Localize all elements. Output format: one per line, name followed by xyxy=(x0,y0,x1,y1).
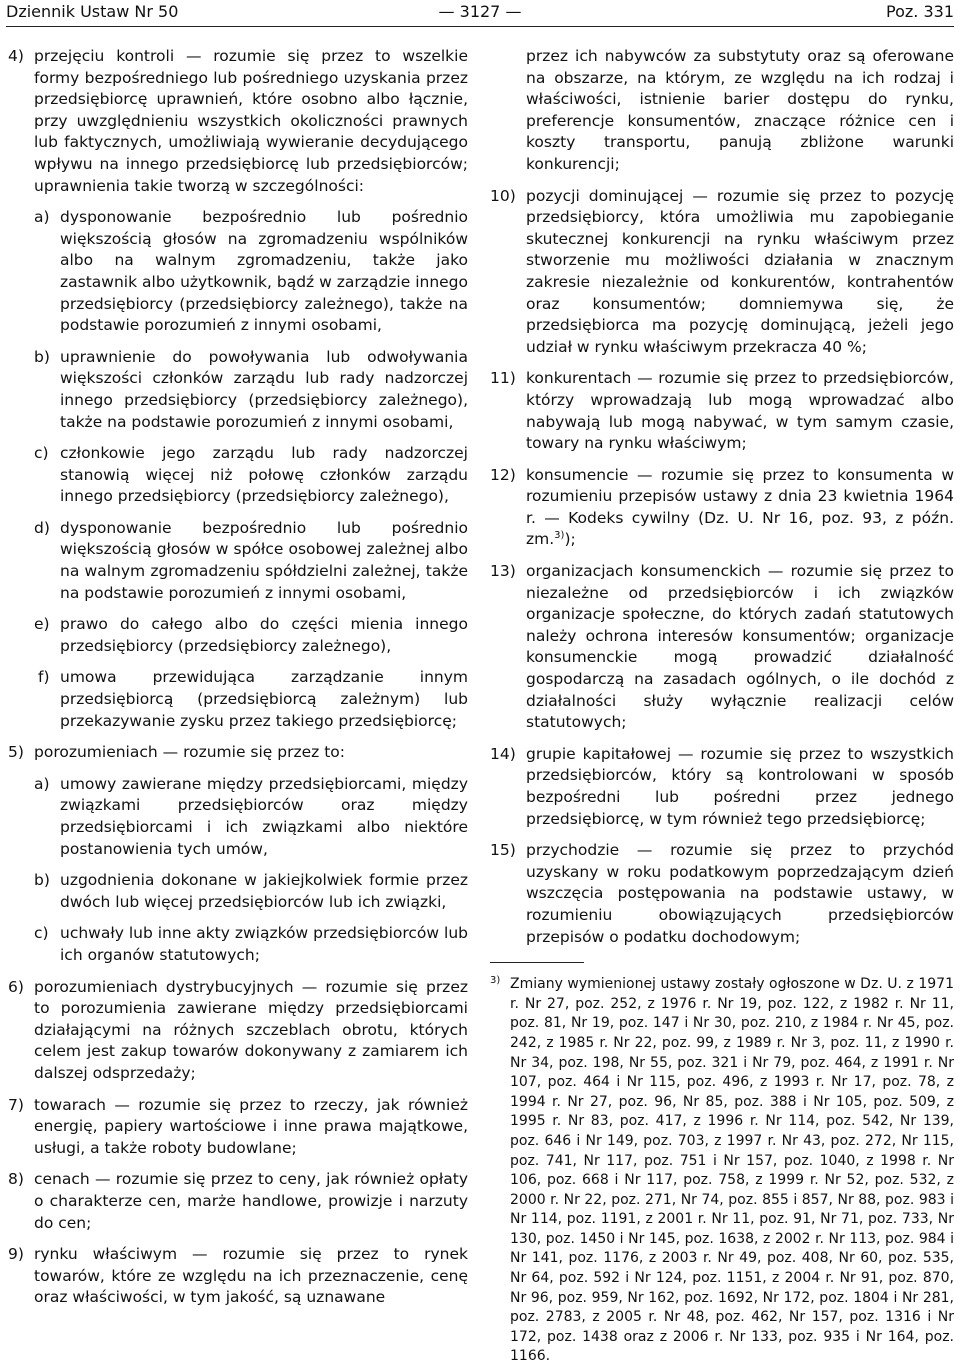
subitem-a xyxy=(34,207,468,337)
header-rule xyxy=(6,26,954,27)
item-number: 9) xyxy=(8,1245,24,1264)
subitem-number: e) xyxy=(34,615,50,634)
right-column xyxy=(490,46,954,1367)
item-text: porozumieniach dystrybucyjnych — rozumie się przez to porozumienia zawierane między przedsiębiorcami działającymi na różnych szczeblach obrotu, których celem jest zakup towarów dokonywany z zamiarem ich dalszej odsprzedaży; xyxy=(34,977,468,1082)
item-number: 15) xyxy=(490,841,516,860)
subitem-text: prawo do całego albo do części mienia innego przedsiębiorcy (przedsiębiorcy zależnego), xyxy=(60,615,468,655)
definition-item-5 xyxy=(8,742,468,966)
item-number: 7) xyxy=(8,1095,24,1114)
item-text: cenach — rozumie się przez to ceny, jak również opłaty o charakterze cen, marże handlowe, prowizje i narzuty do cen; xyxy=(34,1170,468,1232)
item-number: 8) xyxy=(8,1170,24,1189)
subitem-text: uchwały lub inne akty związków przedsiębiorców lub ich organów statutowych; xyxy=(60,924,468,964)
footnote-separator xyxy=(490,962,584,963)
left-column xyxy=(8,46,468,1319)
definition-item-12 xyxy=(490,465,954,551)
item-number: 5) xyxy=(8,743,24,762)
subitem-number: a) xyxy=(34,208,50,227)
subitem-text: dysponowanie bezpośrednio lub pośrednio większością głosów w spółce osobowej zależnej albo na walnym zgromadzeniu spółdzielni zależnej, także na podstawie porozumień z innymi osobami, xyxy=(60,518,468,602)
item-number: 14) xyxy=(490,744,516,763)
definition-item-9-continued xyxy=(490,46,954,176)
item-text: rynku właściwym — rozumie się przez to rynek towarów, które ze względu na ich przeznaczenie, cenę oraz właściwości, w tym jakość, są uznawane xyxy=(34,1245,468,1307)
item-text: konkurentach — rozumie się przez to przedsiębiorców, którzy wprowadzają lub mogą wprowadzać albo nabywają lub mogą nabywać, w tym samym czasie, towary na rynku właściwym; xyxy=(526,369,954,453)
item-text: przychodzie — rozumie się przez to przychód uzyskany w roku podatkowym poprzedzającym dzień wszczęcia postępowania na podstawie ustawy, w rozumieniu obowiązujących przedsiębiorców przepisów o podatku dochodowym; xyxy=(526,841,954,946)
subitem-text: uprawnienie do powoływania lub odwoływania większości członków zarządu lub rady nadzorczej innego przedsiębiorcy (przedsiębiorcy zależnego), także na podstawie porozumień z innymi osobami, xyxy=(60,347,468,431)
definition-item-10 xyxy=(490,186,954,359)
definition-item-8 xyxy=(8,1169,468,1234)
subitem-b xyxy=(34,347,468,433)
definition-item-9 xyxy=(8,1244,468,1309)
item-number: 6) xyxy=(8,977,24,996)
item-text: przez ich nabywców za substytuty oraz są oferowane na obszarze, na którym, ze względu na ich rodzaj i właściwości, istnienie barier dostępu do rynku, preferencje konsumentów, znaczące różnice cen i koszty transportu, panują zbliżone warunki konkurencji; xyxy=(526,47,954,173)
subitem-c xyxy=(34,443,468,508)
page-number: — 3127 — xyxy=(438,2,522,21)
definition-item-15 xyxy=(490,840,954,948)
subitem-number: b) xyxy=(34,347,50,366)
item-text-tail: ); xyxy=(564,530,576,549)
subitem-number: c) xyxy=(34,924,49,943)
definition-item-13 xyxy=(490,561,954,734)
subitem-number: a) xyxy=(34,774,50,793)
subitem-text: umowy zawierane między przedsiębiorcami, między związkami przedsiębiorców oraz między przedsiębiorcami i ich związkami albo niektóre postanowienia tych umów, xyxy=(60,774,468,858)
item-text: przejęciu kontroli — rozumie się przez to wszelkie formy bezpośredniego lub pośredniego uzyskania przez przedsiębiorcę uprawnień, które osobno albo łącznie, przy uwzględnieniu wszystkich okoliczności prawnych lub faktycznych, umożliwiają wywieranie decydującego wpływu na innego przedsiębiorcę lub przedsiębiorców; uprawnienia takie tworzą w szczególności: xyxy=(34,47,468,195)
item-number: 4) xyxy=(8,47,24,65)
subitem-text: dysponowanie bezpośrednio lub pośrednio większością głosów na zgromadzeniu wspólników albo na walnym zgromadzeniu, także jako zastawnik albo użytkownik, bądź w zarządzie innego przedsiębiorcy (przedsiębiorcy zależnego), także na podstawie porozumień z innymi osobami, xyxy=(60,208,468,335)
item-number: 10) xyxy=(490,186,516,205)
footnote-number: 3) xyxy=(490,975,501,987)
item-number: 12) xyxy=(490,465,516,484)
page-header xyxy=(6,0,954,24)
subitem-number: c) xyxy=(34,444,49,463)
item-number: 11) xyxy=(490,369,516,388)
item-text: pozycji dominującej — rozumie się przez to pozycję przedsiębiorcy, która umożliwia mu zapobieganie skutecznej konkurencji na rynku właściwym przez stworzenie mu możliwości działania w znacznym zakresie niezależnie od konkurentów, kontrahentów oraz konsumentów; domniemywa się, że przedsiębiorca ma pozycję dominującą, jeżeli jego udział w rynku właściwym przekracza 40 %; xyxy=(526,186,954,356)
subitem-c xyxy=(34,923,468,966)
definition-item-6 xyxy=(8,977,468,1085)
item-text: organizacjach konsumenckich — rozumie się przez to niezależne od przedsiębiorców i ich związków organizacje społeczne, do których zadań statutowych należy ochrona interesów konsumentów; organizacje konsumenckie mogą prowadzić działalność gospodarczą na zasadach ogólnych, o ile dochód z działalności służy wyłącznie realizacji celów statutowych; xyxy=(526,562,954,732)
subitem-text: umowa przewidująca zarządzanie innym przedsiębiorcą (przedsiębiorcą zależnym) lub przekazywanie zysku przez takiego przedsiębiorcę; xyxy=(60,668,468,730)
footnote-text: Zmiany wymienionej ustawy zostały ogłoszone w Dz. U. z 1971 r. Nr 27, poz. 252, z 1976 r. Nr 19, poz. 122, z 1982 r. Nr 11, poz. 81, Nr 19, poz. 147 i Nr 30, poz. 210, z 1984 r. Nr 45, poz. 242, z 1985 r. Nr 22, poz. 99, z 1989 r. Nr 3, poz. 11, z 1990 r. Nr 34, poz. 198, Nr 55, poz. 321 i Nr 79, poz. 464, z 1991 r. Nr 107, poz. 464 i Nr 115, poz. 496, z 1993 r. Nr 17, poz. 78, z 1994 r. Nr 27, poz. 96, Nr 85, poz. 388 i Nr 105, poz. 509, z 1995 r. Nr 83, poz. 417, z 1996 r. Nr 114, poz. 542, Nr 139, poz. 646 i Nr 149, poz. 703, z 1997 r. Nr 43, poz. 272, Nr 115, poz. 741, Nr 117, poz. 751 i Nr 157, poz. 1040, z 1998 r. Nr 106, poz. 668 i Nr 117, poz. 758, z 1999 r. Nr 52, poz. 532, z 2000 r. Nr 22, poz. 271, Nr 74, poz. 855 i 857, Nr 88, poz. 983 i Nr 114, poz. 1191, z 2001 r. Nr 11, poz. 91, Nr 71, poz. 733, Nr 130, poz. 1450 i Nr 145, poz. 1638, z 2002 r. Nr 113, poz. 984 i Nr 141, poz. 1176, z 2003 r. Nr 49, poz. 408, Nr 60, poz. 535, Nr 64, poz. 592 i Nr 124, poz. 1151, z 2004 r. Nr 91, poz. 870, Nr 96, poz. 959, Nr 162, poz. 1692, Nr 172, poz. 1804 i Nr 281, poz. 2783, z 2005 r. Nr 48, poz. 462, Nr 157, poz. 1316 i Nr 172, poz. 1438 oraz z 2006 r. Nr 133, poz. 935 i Nr 164, poz. 1166. xyxy=(510,976,954,1365)
item-text: konsumencie — rozumie się przez to konsumenta w rozumieniu przepisów ustawy z dnia 23 kwietnia 1964 r. — Kodeks cywilny (Dz. U. Nr 16, poz. 93, z późn. zm. xyxy=(526,465,954,549)
item-text: towarach — rozumie się przez to rzeczy, jak również energię, papiery wartościowe i inne prawa majątkowe, usługi, a także roboty budowlane; xyxy=(34,1095,468,1157)
subitem-number: d) xyxy=(34,518,50,537)
subitem-text: uzgodnienia dokonane w jakiejkolwiek formie przez dwóch lub więcej przedsiębiorców lub ich związki, xyxy=(60,871,468,911)
position-number: Poz. 331 xyxy=(886,2,954,21)
journal-title: Dziennik Ustaw Nr 50 xyxy=(6,2,179,21)
subitem-f xyxy=(34,667,468,732)
item-text: porozumieniach — rozumie się przez to: xyxy=(34,743,345,762)
definition-item-4 xyxy=(8,46,468,732)
subitem-e xyxy=(34,614,468,657)
subitem-d xyxy=(34,518,468,604)
subitem-number: b) xyxy=(34,871,50,890)
footnote-reference: 3) xyxy=(554,530,565,542)
definition-item-11 xyxy=(490,368,954,454)
definition-item-7 xyxy=(8,1095,468,1160)
definition-item-14 xyxy=(490,744,954,830)
subitem-number: f) xyxy=(38,668,50,687)
subitem-a xyxy=(34,774,468,860)
footnote-3 xyxy=(490,975,954,1367)
subitem-b xyxy=(34,870,468,913)
item-text: grupie kapitałowej — rozumie się przez to wszystkich przedsiębiorców, który są kontrolowani w sposób bezpośredni lub pośredni przez jednego przedsiębiorcę, w tym również tego przedsiębiorcę; xyxy=(526,744,954,828)
subitem-text: członkowie jego zarządu lub rady nadzorczej stanowią więcej niż połowę członków zarządu innego przedsiębiorcy (przedsiębiorcy zależnego), xyxy=(60,444,468,506)
item-number: 13) xyxy=(490,562,516,581)
